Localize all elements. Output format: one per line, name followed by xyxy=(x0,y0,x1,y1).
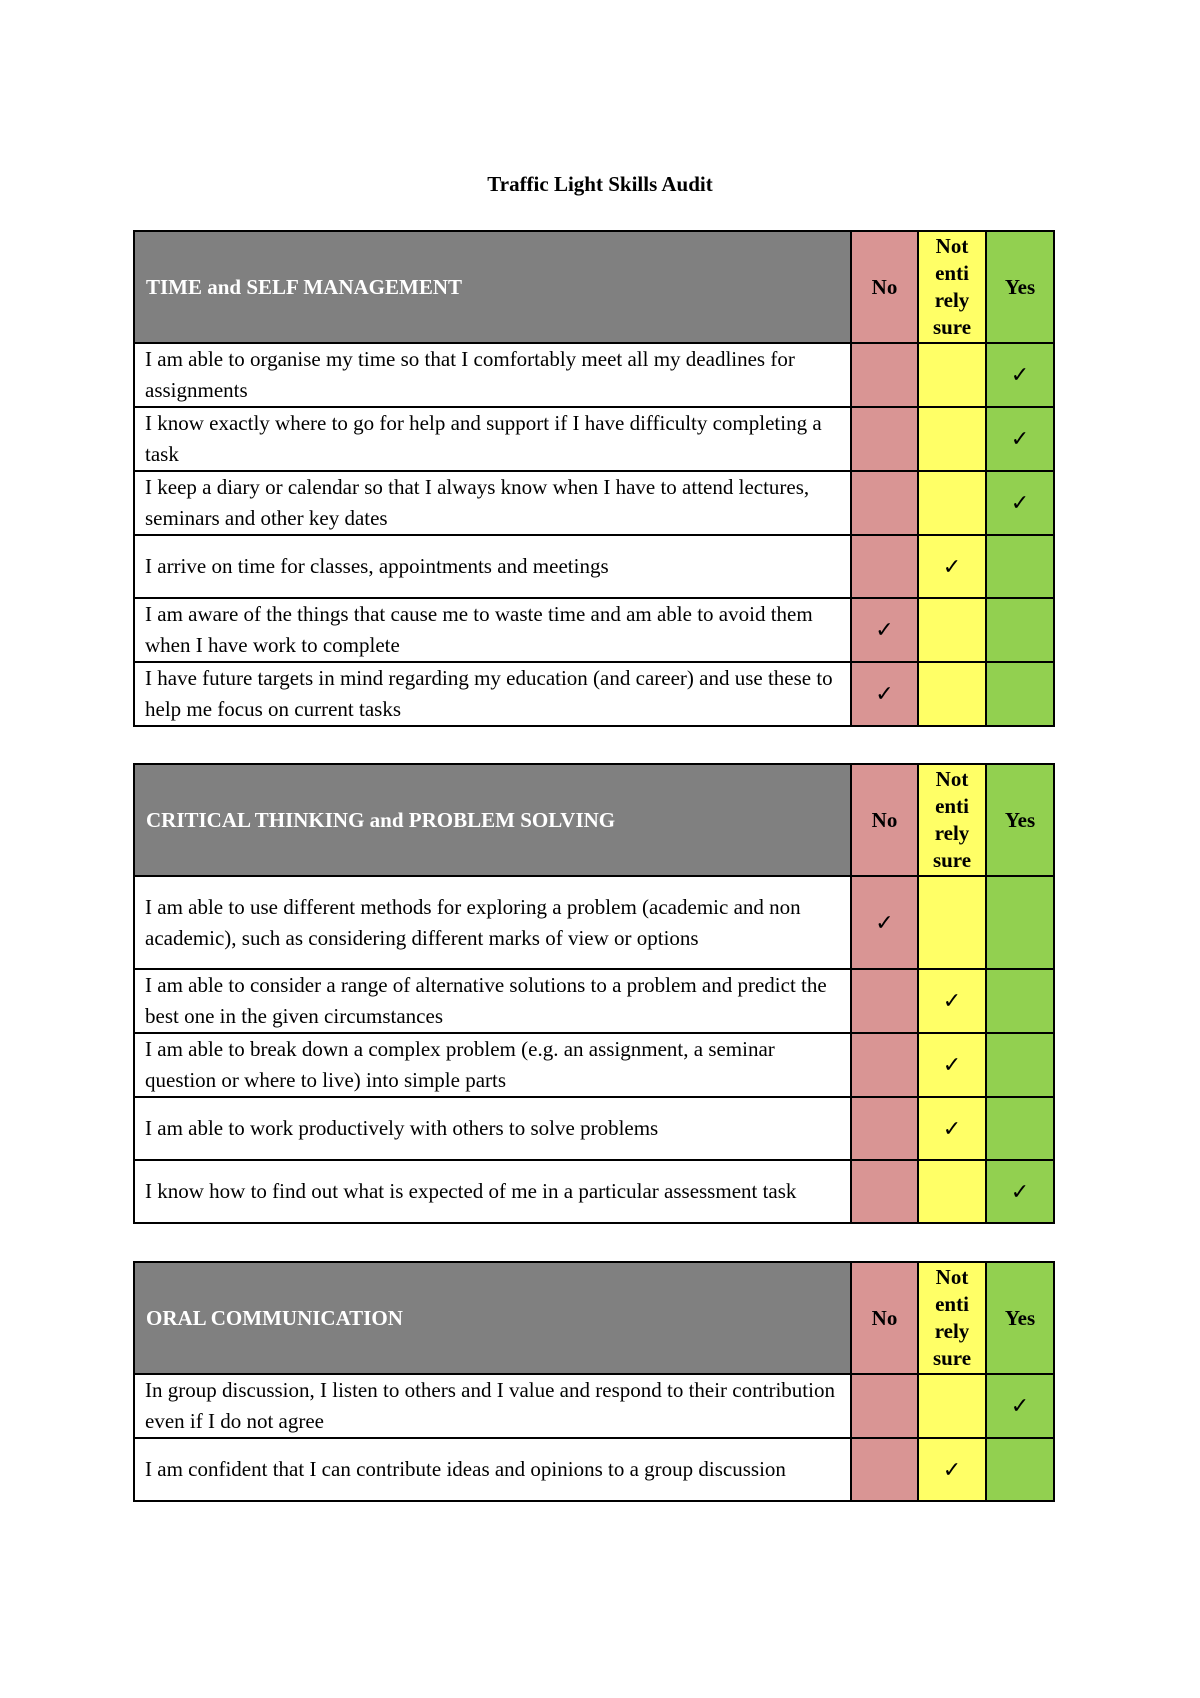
column-header-not-sure: Not enti rely sure xyxy=(918,231,986,343)
column-header-yes: Yes xyxy=(986,1262,1054,1374)
document-title: Traffic Light Skills Audit xyxy=(487,172,713,196)
section-critical-thinking xyxy=(133,763,1055,1224)
cell-no[interactable] xyxy=(851,471,918,535)
section-heading: CRITICAL THINKING and PROBLEM SOLVING xyxy=(134,764,851,876)
cell-not-sure[interactable] xyxy=(918,1033,986,1097)
column-header-not-sure: Not enti rely sure xyxy=(918,764,986,876)
table-row xyxy=(134,407,1054,471)
column-header-no: No xyxy=(851,1262,918,1374)
statement-text: I have future targets in mind regarding my education (and career) and use these to help me focus on current tasks xyxy=(134,662,851,726)
cell-not-sure[interactable] xyxy=(918,598,986,662)
table-row xyxy=(134,471,1054,535)
statement-text: I am aware of the things that cause me to waste time and am able to avoid them when I have work to complete xyxy=(134,598,851,662)
section-oral-communication xyxy=(133,1261,1055,1502)
statement-text: I keep a diary or calendar so that I always know when I have to attend lectures, seminars and other key dates xyxy=(134,471,851,535)
check-icon: ✓ xyxy=(875,910,894,936)
table-row xyxy=(134,1033,1054,1097)
cell-yes[interactable] xyxy=(986,1374,1054,1438)
check-icon: ✓ xyxy=(942,1053,962,1078)
cell-not-sure[interactable] xyxy=(918,471,986,535)
statement-text: I know exactly where to go for help and support if I have difficulty completing a task xyxy=(134,407,851,471)
table-row xyxy=(134,343,1054,407)
table-row xyxy=(134,969,1054,1033)
table-row xyxy=(134,662,1054,726)
check-icon: ✓ xyxy=(942,989,962,1014)
cell-no[interactable] xyxy=(851,876,918,969)
statement-text: I am able to break down a complex problem (e.g. an assignment, a seminar question or where to live) into simple parts xyxy=(134,1033,851,1097)
cell-not-sure[interactable] xyxy=(918,876,986,969)
check-icon: ✓ xyxy=(875,682,894,707)
section-header xyxy=(134,1262,1054,1374)
column-header-no: No xyxy=(851,764,918,876)
section-heading: TIME and SELF MANAGEMENT xyxy=(134,231,851,343)
check-icon: ✓ xyxy=(942,1116,962,1142)
check-icon: ✓ xyxy=(875,618,894,643)
column-header-no: No xyxy=(851,231,918,343)
section-heading: ORAL COMMUNICATION xyxy=(134,1262,851,1374)
statement-text: In group discussion, I listen to others and I value and respond to their contribution even if I do not agree xyxy=(134,1374,851,1438)
table-row xyxy=(134,876,1054,969)
cell-yes[interactable] xyxy=(986,1033,1054,1097)
statement-text: I am confident that I can contribute ideas and opinions to a group discussion xyxy=(134,1438,851,1501)
cell-no[interactable] xyxy=(851,598,918,662)
table-row xyxy=(134,1438,1054,1501)
cell-yes[interactable] xyxy=(986,1160,1054,1223)
check-icon: ✓ xyxy=(1010,1179,1030,1205)
check-icon: ✓ xyxy=(942,554,962,580)
cell-no[interactable] xyxy=(851,1097,918,1160)
cell-no[interactable] xyxy=(851,1160,918,1223)
check-icon: ✓ xyxy=(942,1457,962,1483)
check-icon: ✓ xyxy=(1010,491,1030,516)
table-row xyxy=(134,1160,1054,1223)
cell-no[interactable] xyxy=(851,662,918,726)
cell-no[interactable] xyxy=(851,1033,918,1097)
cell-not-sure[interactable] xyxy=(918,1438,986,1501)
table-row xyxy=(134,598,1054,662)
check-icon: ✓ xyxy=(1010,427,1030,452)
cell-not-sure[interactable] xyxy=(918,1374,986,1438)
cell-not-sure[interactable] xyxy=(918,1160,986,1223)
statement-text: I am able to organise my time so that I comfortably meet all my deadlines for assignments xyxy=(134,343,851,407)
cell-no[interactable] xyxy=(851,407,918,471)
cell-not-sure[interactable] xyxy=(918,969,986,1033)
statement-text: I am able to consider a range of alternative solutions to a problem and predict the best one in the given circumstances xyxy=(134,969,851,1033)
cell-no[interactable] xyxy=(851,343,918,407)
table-row xyxy=(134,1097,1054,1160)
column-header-yes: Yes xyxy=(986,764,1054,876)
cell-yes[interactable] xyxy=(986,471,1054,535)
check-icon: ✓ xyxy=(1010,363,1030,388)
cell-yes[interactable] xyxy=(986,876,1054,969)
section-header xyxy=(134,764,1054,876)
cell-yes[interactable] xyxy=(986,969,1054,1033)
cell-yes[interactable] xyxy=(986,407,1054,471)
column-header-not-sure: Not enti rely sure xyxy=(918,1262,986,1374)
cell-not-sure[interactable] xyxy=(918,535,986,598)
cell-yes[interactable] xyxy=(986,535,1054,598)
check-icon: ✓ xyxy=(1010,1394,1030,1419)
column-header-yes: Yes xyxy=(986,231,1054,343)
section-header xyxy=(134,231,1054,343)
statement-text: I arrive on time for classes, appointments and meetings xyxy=(134,535,851,598)
cell-yes[interactable] xyxy=(986,343,1054,407)
cell-no[interactable] xyxy=(851,535,918,598)
statement-text: I am able to use different methods for exploring a problem (academic and non academic), such as considering different marks of view or options xyxy=(134,876,851,969)
cell-not-sure[interactable] xyxy=(918,1097,986,1160)
cell-not-sure[interactable] xyxy=(918,343,986,407)
cell-yes[interactable] xyxy=(986,662,1054,726)
cell-yes[interactable] xyxy=(986,598,1054,662)
cell-not-sure[interactable] xyxy=(918,407,986,471)
cell-yes[interactable] xyxy=(986,1097,1054,1160)
cell-no[interactable] xyxy=(851,1438,918,1501)
table-row xyxy=(134,535,1054,598)
cell-no[interactable] xyxy=(851,969,918,1033)
cell-not-sure[interactable] xyxy=(918,662,986,726)
statement-text: I know how to find out what is expected of me in a particular assessment task xyxy=(134,1160,851,1223)
cell-no[interactable] xyxy=(851,1374,918,1438)
cell-yes[interactable] xyxy=(986,1438,1054,1501)
section-time-self-management xyxy=(133,230,1055,727)
table-row xyxy=(134,1374,1054,1438)
statement-text: I am able to work productively with others to solve problems xyxy=(134,1097,851,1160)
